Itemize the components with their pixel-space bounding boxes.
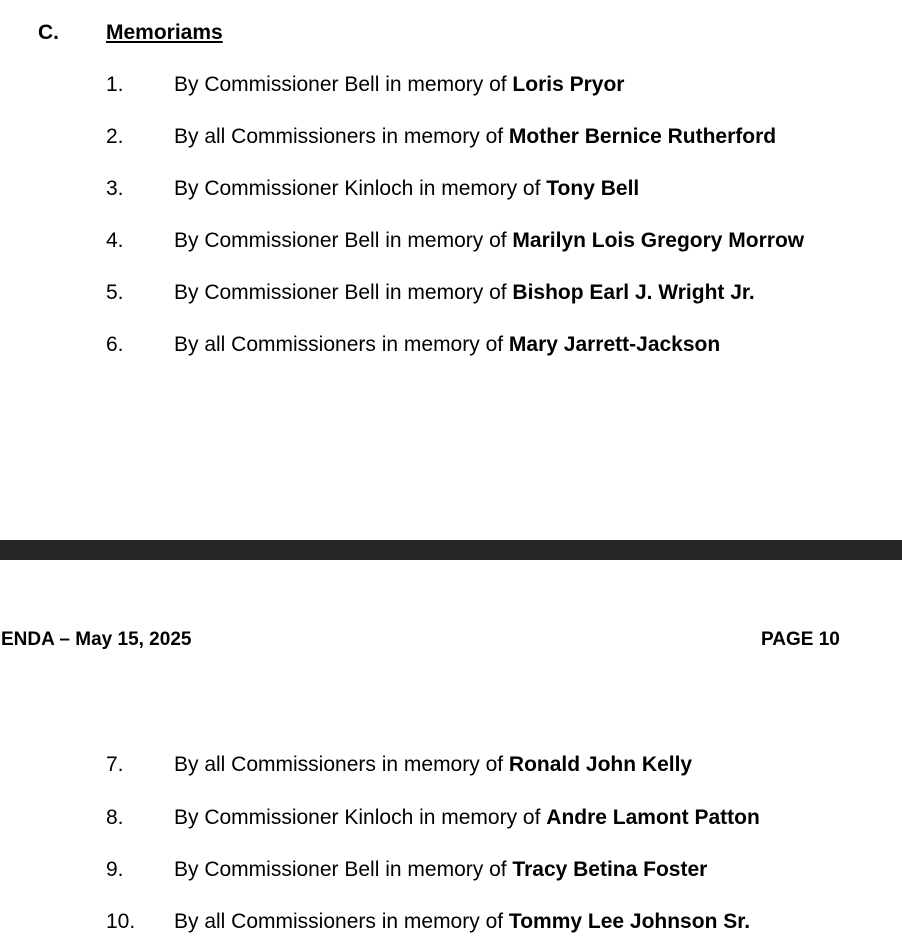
section-title: Memoriams <box>106 21 223 44</box>
item-description: By Commissioner Bell in memory of <box>174 229 513 252</box>
item-number: 10. <box>106 910 136 933</box>
item-number: 5. <box>106 281 124 304</box>
item-description: By Commissioner Bell in memory of <box>174 73 513 96</box>
section-letter: C. <box>38 21 59 44</box>
memoriam-name: Bishop Earl J. Wright Jr. <box>512 281 755 304</box>
item-number: 6. <box>106 333 124 356</box>
item-text <box>174 752 692 778</box>
memoriam-item <box>0 176 902 202</box>
memoriam-item <box>0 805 902 831</box>
memoriam-item <box>0 332 902 358</box>
memoriam-name: Tracy Betina Foster <box>512 858 708 881</box>
item-text <box>174 176 639 202</box>
item-number: 1. <box>106 73 124 96</box>
page-number: PAGE 10 <box>761 629 840 650</box>
memoriam-name: Loris Pryor <box>512 73 625 96</box>
item-text <box>174 332 720 358</box>
item-number: 3. <box>106 177 124 200</box>
item-description: By Commissioner Bell in memory of <box>174 281 513 304</box>
memoriam-item <box>0 280 902 306</box>
memoriam-item <box>0 72 902 98</box>
memoriam-name: Mary Jarrett-Jackson <box>508 333 721 356</box>
memoriam-item <box>0 909 902 935</box>
item-number: 2. <box>106 125 124 148</box>
item-text <box>174 228 804 254</box>
memoriam-item <box>0 228 902 254</box>
item-description: By all Commissioners in memory of <box>174 333 509 356</box>
item-text <box>174 72 624 98</box>
item-text <box>174 805 760 831</box>
item-description: By all Commissioners in memory of <box>174 910 509 933</box>
memoriam-name: Ronald John Kelly <box>508 753 693 776</box>
item-number: 4. <box>106 229 124 252</box>
item-description: By all Commissioners in memory of <box>174 125 509 148</box>
memoriam-item <box>0 124 902 150</box>
item-number: 9. <box>106 858 124 881</box>
agenda-date-header: ENDA – May 15, 2025 <box>1 629 192 650</box>
item-description: By Commissioner Bell in memory of <box>174 858 513 881</box>
memoriam-name: Mother Bernice Rutherford <box>508 125 777 148</box>
item-text <box>174 857 707 883</box>
memoriam-item <box>0 752 902 778</box>
item-description: By Commissioner Kinloch in memory of <box>174 806 547 829</box>
memoriam-item <box>0 857 902 883</box>
item-description: By Commissioner Kinloch in memory of <box>174 177 547 200</box>
memoriam-name: Tommy Lee Johnson Sr. <box>508 910 751 933</box>
item-description: By all Commissioners in memory of <box>174 753 509 776</box>
item-number: 7. <box>106 753 124 776</box>
document-page-bottom <box>0 560 902 950</box>
item-number: 8. <box>106 806 124 829</box>
memoriam-name: Tony Bell <box>546 177 640 200</box>
item-text <box>174 280 755 306</box>
page-separator <box>0 540 902 560</box>
item-text <box>174 909 750 935</box>
memoriam-name: Andre Lamont Patton <box>546 806 760 829</box>
item-text <box>174 124 776 150</box>
memoriam-name: Marilyn Lois Gregory Morrow <box>512 229 805 252</box>
